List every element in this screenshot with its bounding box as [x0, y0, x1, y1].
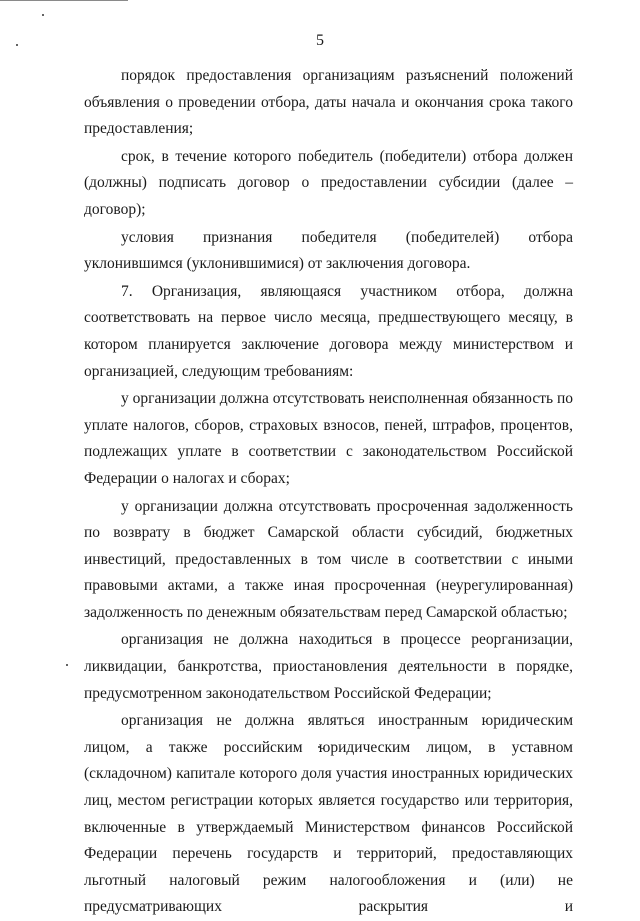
- scan-artifact-line: [0, 0, 128, 1]
- paragraph: 7. Организация, являющаяся участником отбора, должна соответствовать на первое число месяца, предшествующего месяцу, в котором планируется заключение договора между министерством и организацией, следующим требованиям:: [84, 282, 573, 380]
- document-body: [84, 63, 573, 921]
- paragraph: порядок предоставления организациям разъяснений положений объявления о проведении отбора, даты начала и окончания срока такого предоставления;: [84, 67, 573, 138]
- paragraph: срок, в течение которого победитель (победители) отбора должен (должны) подписать договор о предоставлении субсидии (далее – договор);: [84, 147, 573, 218]
- scan-artifact-dot: [66, 664, 68, 666]
- paragraph: организация не должна являться иностранным юридическим лицом, а также российским юридическим лицом, в уставном (складочном) капитале которого доля участия иностранных юридических лиц, местом регистрации которых является государство или территория, включенные в утверждаемый Министерством финансов Российской Федерации перечень государств и территорий, предоставляющих льготный налоговый режим налогообложения и (или) не предусматривающих раскрытия и: [84, 712, 573, 916]
- paragraph: организация не должна находиться в процессе реорганизации, ликвидации, банкротства, приостановления деятельности в порядке, предусмотренном законодательством Российской Федерации;: [84, 631, 573, 702]
- paragraph: у организации должна отсутствовать просроченная задолженность по возврату в бюджет Самарской области субсидий, бюджетных инвестиций, предоставленных в том числе в соответствии с иными правовыми актами, а также иная просроченная (неурегулированная) задолженность по денежным обязательствам перед Самарской областью;: [84, 497, 573, 621]
- paragraph: у организации должна отсутствовать неисполненная обязанность по уплате налогов, сборов, страховых взносов, пеней, штрафов, процентов, подлежащих уплате в соответствии с законодательством Российской Федерации о налогах и сборах;: [84, 390, 573, 487]
- paragraph: условия признания победителя (победителей) отбора уклонившимся (уклонившимися) от заключения договора.: [84, 228, 573, 273]
- scan-artifact-dot: [42, 14, 44, 16]
- page-number: 5: [316, 32, 324, 49]
